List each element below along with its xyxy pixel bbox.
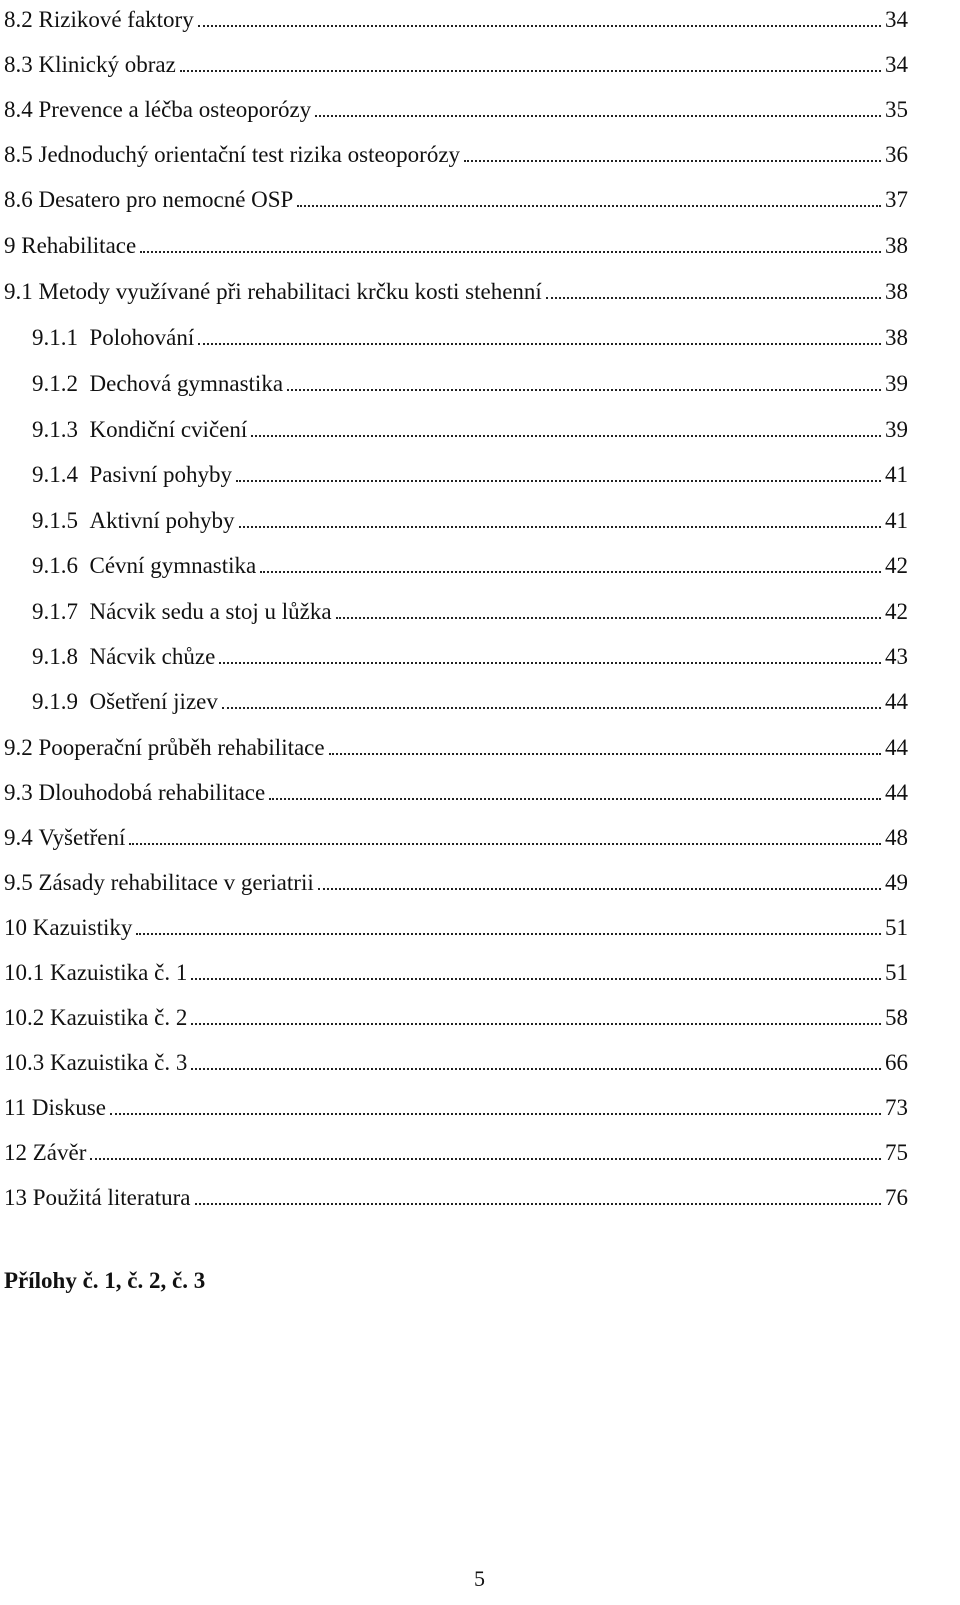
- toc-entry-page: 34: [885, 52, 908, 77]
- dot-leader: [136, 933, 881, 935]
- toc-entry-title: Kazuistika č. 1: [50, 960, 188, 985]
- toc-entry-number: 10.1: [4, 960, 45, 985]
- toc-entry-number: 8.2: [4, 7, 33, 32]
- toc-entry[interactable]: [4, 998, 908, 1032]
- toc-entry-number: 9.5: [4, 870, 33, 895]
- dot-leader: [191, 1023, 881, 1025]
- dot-leader: [315, 115, 881, 117]
- dot-leader: [198, 25, 881, 27]
- dot-leader: [219, 662, 881, 664]
- toc-entry-title: Klinický obraz: [38, 52, 176, 77]
- toc-entry-page: 42: [885, 599, 908, 624]
- toc-entry-number: 9.1.3: [32, 417, 78, 442]
- toc-entry-title: Metody využívané při rehabilitaci krčku kosti stehenní: [38, 279, 542, 304]
- dot-leader: [195, 1203, 882, 1205]
- toc-entry[interactable]: [4, 226, 908, 260]
- toc-entry-title: Pasivní pohyby: [89, 462, 232, 487]
- toc-entry[interactable]: [4, 180, 908, 214]
- toc-entry-title: Nácvik sedu a stoj u lůžka: [89, 599, 332, 624]
- toc-entry[interactable]: [32, 592, 908, 626]
- toc-entry-title: Prevence a léčba osteoporózy: [38, 97, 312, 122]
- toc-entry-page: 41: [885, 508, 908, 533]
- toc-entry[interactable]: [32, 682, 908, 716]
- toc-entry-page: 76: [885, 1185, 908, 1210]
- toc-entry-number: 9.4: [4, 825, 33, 850]
- toc-entry-page: 43: [885, 644, 908, 669]
- toc-entry-page: 37: [885, 187, 908, 212]
- toc-entry[interactable]: [32, 364, 908, 398]
- toc-entry-title: Dechová gymnastika: [89, 371, 284, 396]
- toc-entry-number: 10: [4, 915, 27, 940]
- dot-leader: [236, 480, 881, 482]
- toc-entry[interactable]: [32, 546, 908, 580]
- toc-entry[interactable]: [4, 1043, 908, 1077]
- toc-entry-title: Aktivní pohyby: [89, 508, 235, 533]
- toc-entry[interactable]: [4, 272, 908, 306]
- toc-entry-page: 42: [885, 553, 908, 578]
- toc-entry-title: Polohování: [89, 325, 195, 350]
- dot-leader: [287, 389, 881, 391]
- toc-entry-page: 35: [885, 97, 908, 122]
- toc-entry[interactable]: [4, 908, 908, 942]
- toc-entry-title: Rizikové faktory: [38, 7, 194, 32]
- toc-entry-title: Závěr: [32, 1140, 87, 1165]
- annex-heading: Přílohy č. 1, č. 2, č. 3: [4, 1268, 206, 1293]
- toc-entry-page: 51: [885, 960, 908, 985]
- toc-entry-page: 49: [885, 870, 908, 895]
- toc-entry-page: 38: [885, 279, 908, 304]
- dot-leader: [329, 753, 881, 755]
- dot-leader: [110, 1113, 881, 1115]
- toc-entry-title: Kondiční cvičení: [89, 417, 248, 442]
- dot-leader: [269, 798, 881, 800]
- toc-entry-number: 9.1.7: [32, 599, 78, 624]
- dot-leader: [464, 160, 881, 162]
- toc-entry-number: 12: [4, 1140, 27, 1165]
- toc-entry[interactable]: [4, 953, 908, 987]
- toc-entry[interactable]: [4, 728, 908, 762]
- toc-entry-title: Diskuse: [31, 1095, 107, 1120]
- dot-leader: [140, 251, 881, 253]
- page-number: 5: [474, 1566, 485, 1591]
- toc-entry[interactable]: [4, 135, 908, 169]
- toc-entry-page: 39: [885, 417, 908, 442]
- toc-entry-number: 9.3: [4, 780, 33, 805]
- toc-entry[interactable]: [4, 90, 908, 124]
- toc-entry[interactable]: [32, 455, 908, 489]
- toc-entry-number: 8.4: [4, 97, 33, 122]
- toc-entry-page: 75: [885, 1140, 908, 1165]
- toc-entry-number: 9.1.5: [32, 508, 78, 533]
- toc-entry[interactable]: [4, 0, 908, 34]
- dot-leader: [191, 1068, 881, 1070]
- toc-entry-page: 36: [885, 142, 908, 167]
- toc-entry-title: Zásady rehabilitace v geriatrii: [38, 870, 314, 895]
- toc-entry[interactable]: [32, 637, 908, 671]
- toc-entry-page: 66: [885, 1050, 908, 1075]
- toc-entry-number: 10.2: [4, 1005, 45, 1030]
- toc-entry[interactable]: [4, 863, 908, 897]
- toc-entry[interactable]: [4, 1088, 908, 1122]
- toc-entry-page: 39: [885, 371, 908, 396]
- dot-leader: [239, 526, 881, 528]
- toc-entry-number: 8.3: [4, 52, 33, 77]
- toc-entry-number: 9.1: [4, 279, 33, 304]
- toc-entry-title: Dlouhodobá rehabilitace: [38, 780, 266, 805]
- dot-leader: [222, 707, 881, 709]
- dot-leader: [198, 343, 881, 345]
- toc-entry-number: 9.1.4: [32, 462, 78, 487]
- toc-entry-page: 51: [885, 915, 908, 940]
- toc-entry-page: 73: [885, 1095, 908, 1120]
- toc-entry-number: 11: [4, 1095, 27, 1120]
- toc-entry-number: 9.1.1: [32, 325, 78, 350]
- toc-entry-number: 8.5: [4, 142, 33, 167]
- toc-entry-page: 58: [885, 1005, 908, 1030]
- toc-entry-title: Použitá literatura: [32, 1185, 191, 1210]
- toc-entry-title: Kazuistika č. 3: [50, 1050, 188, 1075]
- dot-leader: [297, 205, 881, 207]
- toc-entry-title: Cévní gymnastika: [89, 553, 257, 578]
- toc-entry-number: 9.1.8: [32, 644, 78, 669]
- toc-entry-title: Rehabilitace: [21, 233, 137, 258]
- dot-leader: [546, 297, 881, 299]
- toc-entry-number: 9: [4, 233, 16, 258]
- toc-entry-page: 38: [885, 233, 908, 258]
- toc-entry-title: Kazuistiky: [32, 915, 133, 940]
- dot-leader: [336, 617, 881, 619]
- toc-entry[interactable]: [4, 45, 908, 79]
- dot-leader: [180, 70, 881, 72]
- toc-entry[interactable]: [32, 410, 908, 444]
- dot-leader: [129, 843, 881, 845]
- toc-entry-title: Ošetření jizev: [89, 689, 218, 714]
- toc-entry[interactable]: [32, 318, 908, 352]
- toc-entry-number: 9.2: [4, 735, 33, 760]
- toc-entry[interactable]: [4, 1133, 908, 1167]
- toc-entry-number: 9.1.9: [32, 689, 78, 714]
- toc-entry-page: 44: [885, 780, 908, 805]
- dot-leader: [251, 435, 881, 437]
- toc-entry-title: Kazuistika č. 2: [50, 1005, 188, 1030]
- toc-entry[interactable]: [4, 773, 908, 807]
- toc-entry-title: Jednoduchý orientační test rizika osteoporózy: [38, 142, 461, 167]
- dot-leader: [260, 571, 881, 573]
- toc-entry-page: 44: [885, 689, 908, 714]
- toc-entry-page: 34: [885, 7, 908, 32]
- toc-entry-number: 9.1.6: [32, 553, 78, 578]
- dot-leader: [318, 888, 881, 890]
- toc-entry-title: Desatero pro nemocné OSP: [38, 187, 294, 212]
- toc-entry[interactable]: [4, 818, 908, 852]
- dot-leader: [191, 978, 881, 980]
- toc-entry-number: 13: [4, 1185, 27, 1210]
- toc-entry-title: Nácvik chůze: [89, 644, 216, 669]
- toc-entry-number: 8.6: [4, 187, 33, 212]
- toc-entry-page: 48: [885, 825, 908, 850]
- toc-entry-title: Pooperační průběh rehabilitace: [38, 735, 325, 760]
- toc-entry[interactable]: [4, 1178, 908, 1212]
- toc-entry-number: 10.3: [4, 1050, 45, 1075]
- toc-entry[interactable]: [32, 501, 908, 535]
- toc-entry-number: 9.1.2: [32, 371, 78, 396]
- toc-entry-page: 38: [885, 325, 908, 350]
- toc-entry-page: 44: [885, 735, 908, 760]
- toc-entry-title: Vyšetření: [38, 825, 126, 850]
- toc-entry-page: 41: [885, 462, 908, 487]
- dot-leader: [90, 1158, 881, 1160]
